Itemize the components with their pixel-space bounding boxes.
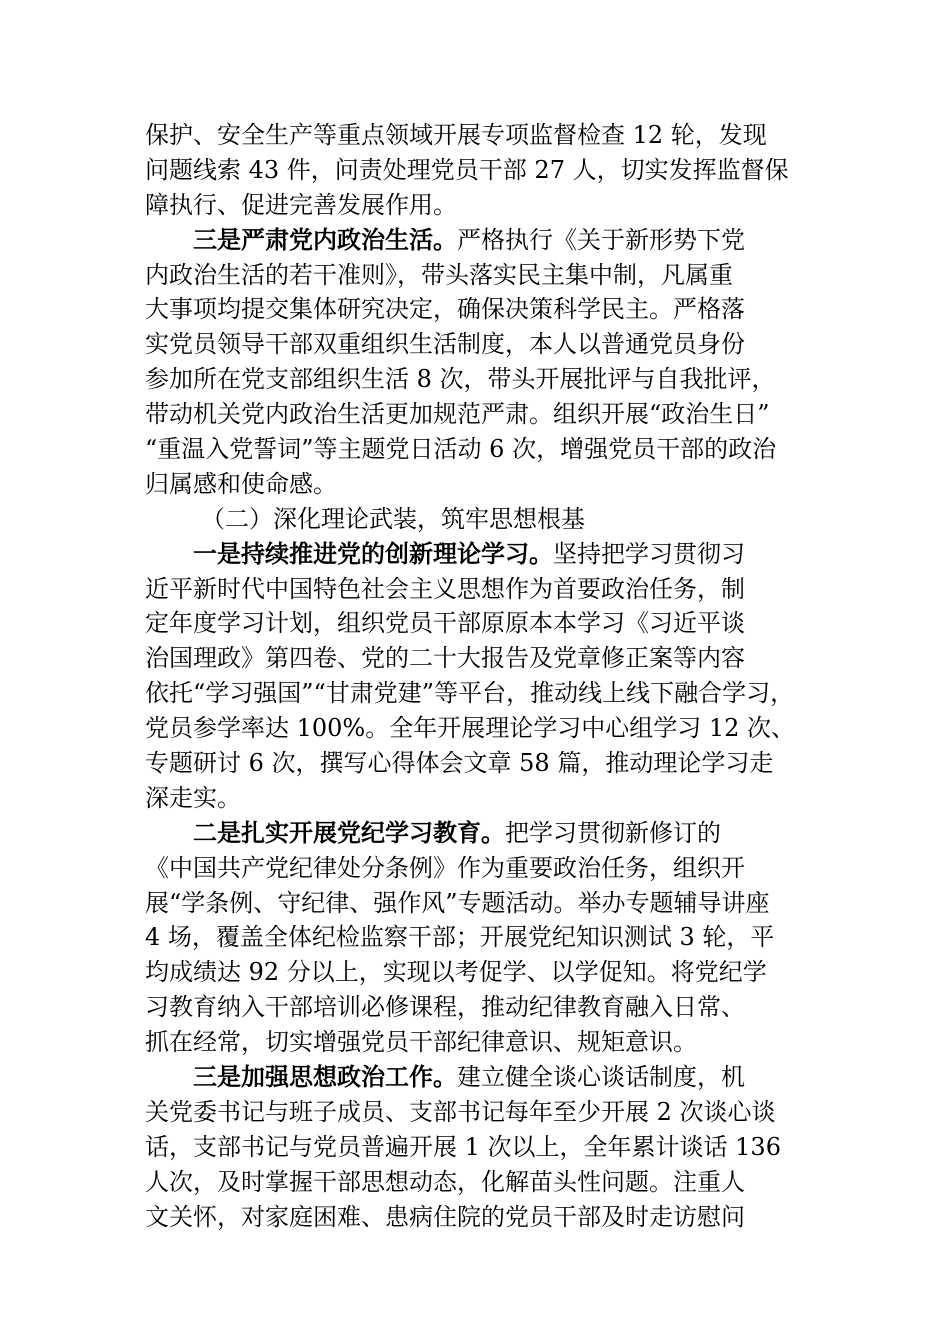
- text-line: [145, 851, 810, 886]
- section-heading: [145, 502, 810, 537]
- text-line: [145, 990, 810, 1025]
- text-line: [145, 292, 810, 327]
- text-line: [145, 432, 810, 467]
- paragraph-lead-heading: 三是严肃党内政治生活。: [193, 224, 457, 254]
- text-line: [145, 258, 810, 293]
- text-segment: 归属感和使命感。: [145, 469, 337, 498]
- text-line: [145, 641, 810, 676]
- text-segment: 建立健全谈心谈话制度，机: [457, 1063, 745, 1092]
- text-line: [145, 1200, 810, 1235]
- text-line: [145, 153, 810, 188]
- paragraph-ideological-work: [145, 1060, 810, 1234]
- text-line: [145, 572, 810, 607]
- text-segment: 问题线索 43 件，问责处理党员干部 27 人，切实发挥监督保: [145, 155, 789, 184]
- text-segment: 定年度学习计划，组织党员干部原原本本学习《习近平谈: [145, 609, 745, 638]
- text-segment: 大事项均提交集体研究决定，确保决策科学民主。严格落: [145, 295, 745, 324]
- paragraph-supervision-continued: [145, 118, 810, 223]
- text-line: [145, 816, 810, 851]
- text-segment: 内政治生活的若干准则》，带头落实民主集中制，凡属重: [145, 260, 733, 289]
- text-line: [145, 327, 810, 362]
- paragraph-political-life: [145, 223, 810, 502]
- text-line: [145, 1095, 810, 1130]
- text-line: [145, 397, 810, 432]
- text-line: [145, 223, 810, 258]
- text-line: [145, 746, 810, 781]
- text-segment: 保护、安全生产等重点领域开展专项监督检查 12 轮，发现: [145, 121, 767, 149]
- text-line: [145, 711, 810, 746]
- text-line: [145, 955, 810, 990]
- text-line: [145, 467, 810, 502]
- text-segment: 深走实。: [145, 783, 241, 812]
- text-segment: 坚持把学习贯彻习: [553, 539, 745, 568]
- paragraph-theory-study: [145, 537, 810, 816]
- text-segment: 文关怀，对家庭困难、患病住院的党员干部及时走访慰问: [145, 1202, 745, 1231]
- text-segment: 关党委书记与班子成员、支部书记每年至少开展 2 次谈心谈: [145, 1097, 776, 1126]
- paragraph-discipline-education: [145, 816, 810, 1060]
- text-segment: 实党员领导干部双重组织生活制度，本人以普通党员身份: [145, 330, 745, 359]
- text-segment: 专题研讨 6 次，撰写心得体会文章 58 篇，推动理论学习走: [145, 749, 774, 778]
- text-line: [145, 537, 810, 572]
- text-line: [145, 676, 810, 711]
- text-segment: “重温入党誓词”等主题党日活动 6 次，增强党员干部的政治: [145, 435, 777, 464]
- text-segment: 4 场，覆盖全体纪检监察干部；开展党纪知识测试 3 轮，平: [145, 923, 775, 952]
- text-segment: 话，支部书记与党员普遍开展 1 次以上，全年累计谈话 136: [145, 1132, 781, 1161]
- text-segment: 把学习贯彻新修订的: [505, 818, 721, 847]
- text-segment: 近平新时代中国特色社会主义思想作为首要政治任务，制: [145, 574, 745, 603]
- text-segment: 展“学条例、守纪律、强作风”专题活动。举办专题辅导讲座: [145, 888, 770, 917]
- text-line: [145, 118, 810, 153]
- paragraph-lead-heading: 二是扎实开展党纪学习教育。: [193, 817, 505, 847]
- text-line: [145, 1060, 810, 1095]
- text-line: [145, 1025, 810, 1060]
- text-segment: 抓在经常，切实增强党员干部纪律意识、规矩意识。: [145, 1028, 697, 1057]
- text-line: [145, 1165, 810, 1200]
- section-heading-text: （二）深化理论武装，筑牢思想根基: [201, 504, 585, 533]
- text-line: [145, 188, 810, 223]
- text-line: [145, 920, 810, 955]
- text-line: [145, 362, 810, 397]
- paragraph-lead-heading: 三是加强思想政治工作。: [193, 1062, 457, 1092]
- document-page: [145, 118, 810, 1235]
- text-line: [145, 886, 810, 921]
- text-segment: 均成绩达 92 分以上，实现以考促学、以学促知。将党纪学: [145, 958, 767, 987]
- text-segment: 习教育纳入干部培训必修课程，推动纪律教育融入日常、: [145, 993, 745, 1022]
- text-segment: 《中国共产党纪律处分条例》作为重要政治任务，组织开: [145, 853, 745, 882]
- text-segment: 治国理政》第四卷、党的二十大报告及党章修正案等内容: [145, 644, 745, 673]
- text-segment: 人次，及时掌握干部思想动态，化解苗头性问题。注重人: [145, 1167, 745, 1196]
- text-segment: 严格执行《关于新形势下党: [457, 225, 745, 254]
- text-segment: 参加所在党支部组织生活 8 次，带头开展批评与自我批评，: [145, 365, 776, 394]
- text-segment: 依托“学习强国”“甘肃党建”等平台，推动线上线下融合学习，: [145, 679, 795, 708]
- text-segment: 障执行、促进完善发展作用。: [145, 190, 457, 219]
- text-segment: 党员参学率达 100%。全年开展理论学习中心组学习 12 次、: [145, 714, 796, 743]
- text-line: [145, 1130, 810, 1165]
- text-line: [145, 606, 810, 641]
- text-line: [145, 781, 810, 816]
- text-segment: 带动机关党内政治生活更加规范严肃。组织开展“政治生日”: [145, 400, 770, 429]
- paragraph-lead-heading: 一是持续推进党的创新理论学习。: [193, 538, 553, 568]
